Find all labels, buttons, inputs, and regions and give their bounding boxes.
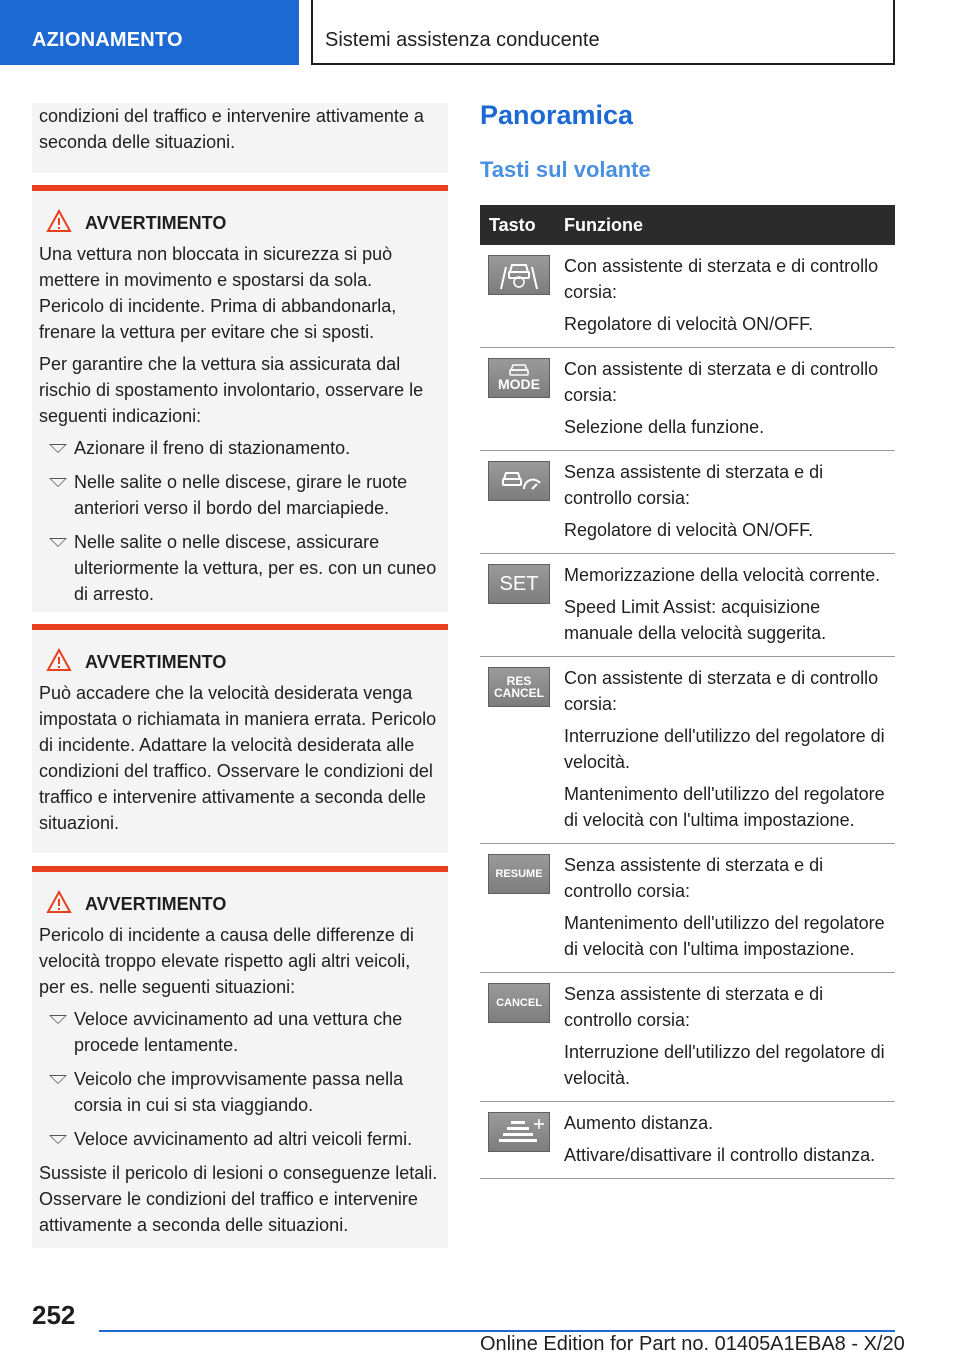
warning-paragraph: Può accadere che la velocità desiderata venga impostata o richiamata in maniera errata. Pericolo di incidente. Adattare la velocità desiderata alle condizioni del traffico. Osservare le condizioni del traffico e intervenire attivamente a seconda delle situazioni. xyxy=(39,683,437,833)
chapter-title: Sistemi assistenza conducente xyxy=(325,29,600,51)
function-text: Mantenimento dell'utilizzo del regolatore di velocità con l'ultima impostazione. xyxy=(564,784,885,830)
intro-box xyxy=(32,103,448,173)
warning-title: AVVERTIMENTO xyxy=(85,894,227,914)
function-text: Regolatore di velocità ON/OFF. xyxy=(564,520,814,540)
list-item: Nelle salite o nelle discese, assicurare ulteriormente la vettura, per es. con un cuneo di arresto. xyxy=(39,529,440,607)
warning-footer-text: Sussiste il pericolo di lesioni o conseguenze letali. Osservare le condizioni del traffico e intervenire attivamente a seconda delle situazioni. xyxy=(39,1163,438,1235)
function-text: Con assistente di sterzata e di controllo corsia: xyxy=(564,668,879,714)
key-cell xyxy=(480,245,560,348)
column-header-function: Funzione xyxy=(560,205,895,245)
steering-assist-icon xyxy=(488,255,550,295)
table-row xyxy=(480,657,895,844)
table-header-row xyxy=(480,205,895,245)
chapter-box xyxy=(311,0,895,65)
function-text: Speed Limit Assist: acquisizione manuale della velocità suggerita. xyxy=(564,597,827,643)
function-text: Con assistente di sterzata e di controllo corsia: xyxy=(564,359,879,405)
cancel-key-icon xyxy=(488,983,550,1023)
key-cell xyxy=(480,657,560,844)
function-cell xyxy=(560,245,895,348)
function-text: Attivare/disattivare il controllo distanza. xyxy=(564,1145,876,1165)
section-tab xyxy=(0,0,299,65)
function-cell xyxy=(560,554,895,657)
warning-box-2 xyxy=(32,624,448,853)
resume-key-icon xyxy=(488,854,550,894)
table-row xyxy=(480,451,895,554)
list-item: Azionare il freno di stazionamento. xyxy=(39,435,440,461)
warning-list xyxy=(39,435,440,607)
key-cell xyxy=(480,973,560,1102)
key-cell xyxy=(480,451,560,554)
function-cell xyxy=(560,844,895,973)
warning-title: AVVERTIMENTO xyxy=(85,213,227,233)
key-cell xyxy=(480,844,560,973)
key-label: RES CANCEL xyxy=(494,674,544,700)
steering-wheel-keys-table xyxy=(480,205,895,1179)
warning-header xyxy=(39,210,440,236)
key-label: RESUME xyxy=(495,868,543,880)
column-header-key: Tasto xyxy=(480,205,560,245)
function-cell xyxy=(560,451,895,554)
warning-triangle-icon xyxy=(46,648,72,672)
key-cell xyxy=(480,1102,560,1179)
warning-title: AVVERTIMENTO xyxy=(85,652,227,672)
function-text: Mantenimento dell'utilizzo del regolatore di velocità con l'ultima impostazione. xyxy=(564,913,885,959)
set-key-icon xyxy=(488,564,550,604)
warning-header xyxy=(39,649,440,675)
subsection-heading: Tasti sul volante xyxy=(480,157,651,182)
footer-divider xyxy=(99,1330,895,1332)
key-cell xyxy=(480,554,560,657)
section-heading: Panoramica xyxy=(480,100,634,130)
function-cell xyxy=(560,1102,895,1179)
function-text: Senza assistente di sterzata e di controllo corsia: xyxy=(564,462,824,508)
function-cell xyxy=(560,973,895,1102)
cruise-control-icon xyxy=(488,461,550,501)
function-text: Senza assistente di sterzata e di controllo corsia: xyxy=(564,984,824,1030)
edition-text: Online Edition for Part no. 01405A1EBA8 - X/20 xyxy=(480,1333,905,1355)
distance-plus-key-icon xyxy=(488,1112,550,1152)
intro-text: condizioni del traffico e intervenire attivamente a seconda delle situazioni. xyxy=(39,106,424,152)
function-text: Interruzione dell'utilizzo del regolatore di velocità. xyxy=(564,1042,885,1088)
key-label: CANCEL xyxy=(496,997,542,1009)
function-cell xyxy=(560,657,895,844)
res-cancel-key-icon xyxy=(488,667,550,707)
function-text: Memorizzazione della velocità corrente. xyxy=(564,565,881,585)
list-item: Nelle salite o nelle discese, girare le ruote anteriori verso il bordo del marciapiede. xyxy=(39,469,440,521)
table-row xyxy=(480,348,895,451)
function-text: Selezione della funzione. xyxy=(564,417,765,437)
table-row xyxy=(480,554,895,657)
section-title: AZIONAMENTO xyxy=(32,29,183,51)
table-row xyxy=(480,1102,895,1179)
warning-paragraph: Per garantire che la vettura sia assicurata dal rischio di spostamento involontario, osservare le seguenti indicazioni: xyxy=(39,354,424,426)
warning-paragraph: Una vettura non bloccata in sicurezza si può mettere in movimento e spostarsi da sola. Pericolo di incidente. Prima di abbandonarla, frenare la vettura per evitare che si sposti. xyxy=(39,244,397,342)
list-item: Veloce avvicinamento ad una vettura che procede lentamente. xyxy=(39,1006,440,1058)
function-text: Regolatore di velocità ON/OFF. xyxy=(564,314,814,334)
function-text: Senza assistente di sterzata e di controllo corsia: xyxy=(564,855,824,901)
warning-triangle-icon xyxy=(46,890,72,914)
warning-box-1 xyxy=(32,185,448,612)
table-row xyxy=(480,245,895,348)
function-text: Con assistente di sterzata e di controllo corsia: xyxy=(564,256,879,302)
key-label: MODE xyxy=(498,376,540,392)
table-row xyxy=(480,844,895,973)
list-item: Veloce avvicinamento ad altri veicoli fermi. xyxy=(39,1126,440,1152)
warning-box-3 xyxy=(32,866,448,1248)
warning-header xyxy=(39,891,440,917)
warning-triangle-icon xyxy=(46,209,72,233)
warning-list xyxy=(39,1006,440,1152)
table-row xyxy=(480,973,895,1102)
function-text: Aumento distanza. xyxy=(564,1113,714,1133)
list-item: Veicolo che improvvisamente passa nella corsia in cui si sta viaggiando. xyxy=(39,1066,440,1118)
key-cell xyxy=(480,348,560,451)
function-cell xyxy=(560,348,895,451)
page-number: 252 xyxy=(32,1300,76,1330)
key-label: SET xyxy=(499,572,539,595)
function-text: Interruzione dell'utilizzo del regolatore di velocità. xyxy=(564,726,885,772)
mode-key-icon xyxy=(488,358,550,398)
warning-paragraph: Pericolo di incidente a causa delle differenze di velocità troppo elevate rispetto agli altri veicoli, per es. nelle seguenti situazioni: xyxy=(39,925,414,997)
